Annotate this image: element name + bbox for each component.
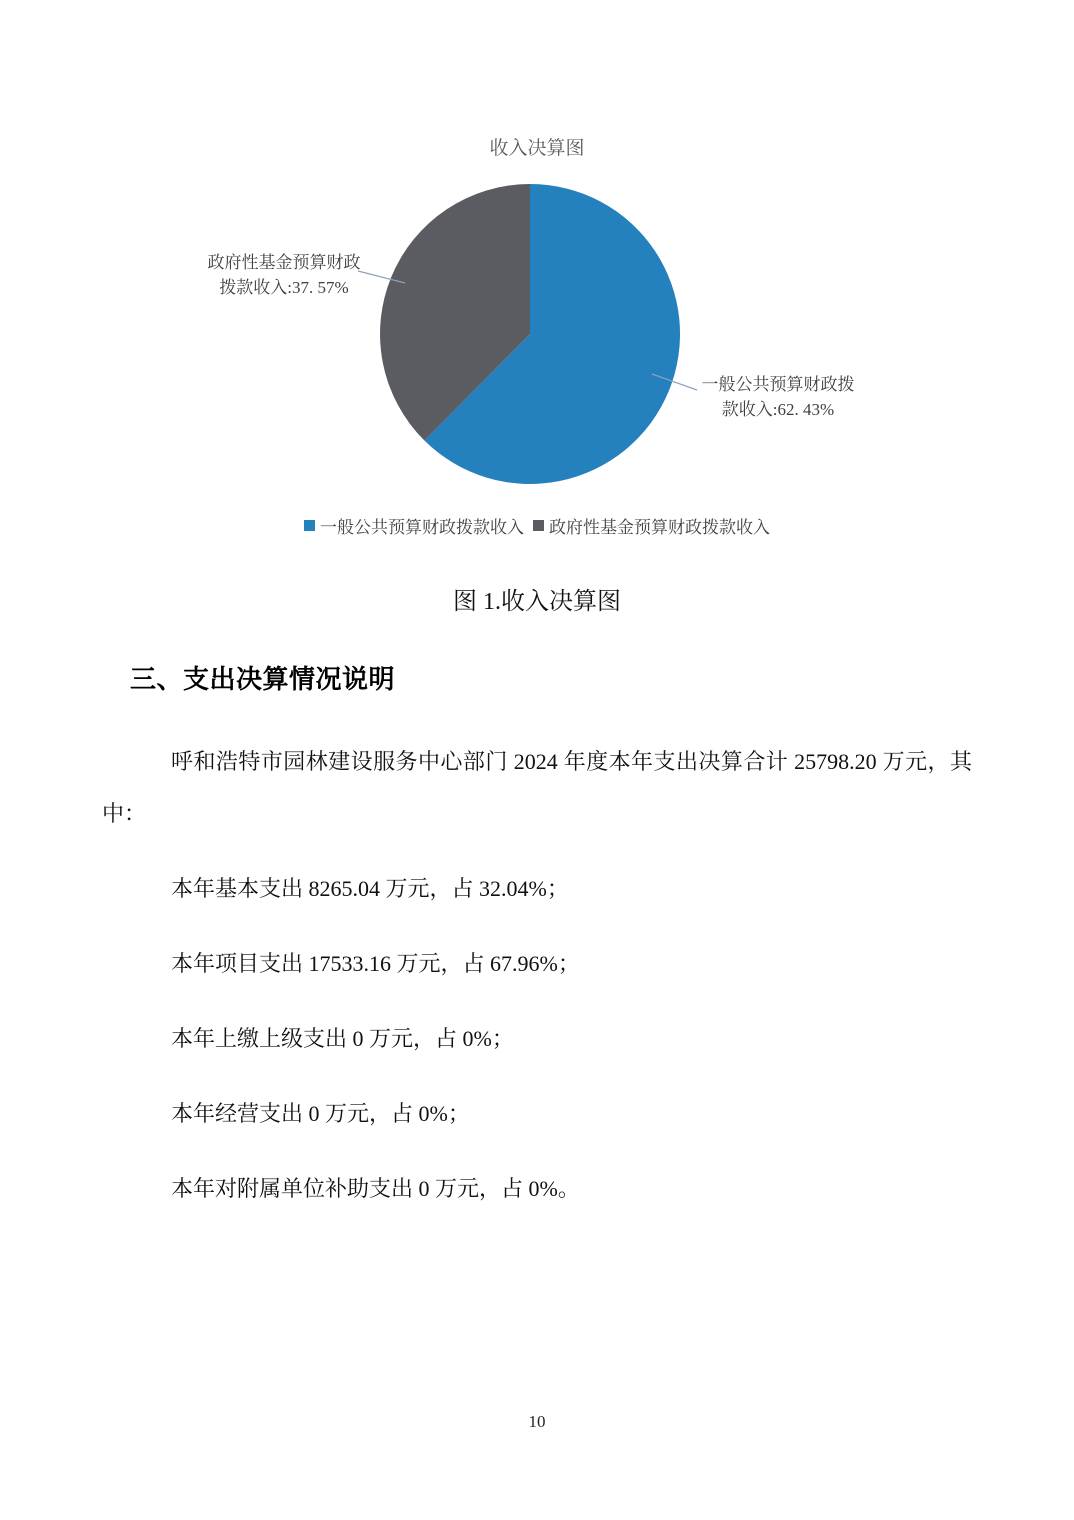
- legend-swatch-blue: [304, 520, 315, 531]
- page-number: 10: [528, 1412, 546, 1431]
- income-pie-chart: [180, 140, 900, 540]
- body-text: [102, 736, 972, 1238]
- section-heading: 三、支出决算情况说明: [130, 664, 396, 694]
- chart-title: 收入决算图: [489, 138, 585, 159]
- legend-item-general-public: [304, 513, 524, 538]
- body-paragraph-subsidy-expense: 本年对附属单位补助支出 0 万元，占 0%。: [171, 1176, 580, 1201]
- legend-swatch-gray-icon: [533, 520, 544, 531]
- body-paragraph-project-expense: 本年项目支出 17533.16 万元，占 67.96%；: [171, 951, 580, 976]
- legend-swatch-blue-icon: [304, 520, 315, 531]
- legend-item-government-fund: [533, 513, 770, 538]
- pie-callout-government-fund: 政府性基金预算财政拨款收入:37. 57%: [207, 253, 361, 297]
- legend-label-general-public: 一般公共预算财政拨款收入: [320, 518, 524, 537]
- body-paragraph-total: 呼和浩特市园林建设服务中心部门 2024 年度本年支出决算合计 25798.20 万元，其中：: [102, 749, 972, 826]
- pie-callout-general-public: 一般公共预算财政拨款收入:62. 43%: [701, 375, 855, 419]
- chart-legend: [0, 513, 1074, 538]
- figure-caption: 图 1.收入决算图: [453, 589, 621, 615]
- body-paragraph-operating-expense: 本年经营支出 0 万元，占 0%；: [171, 1101, 470, 1126]
- legend-swatch-gray: [533, 520, 544, 531]
- body-paragraph-basic-expense: 本年基本支出 8265.04 万元，占 32.04%；: [171, 876, 569, 901]
- legend-label-government-fund: 政府性基金预算财政拨款收入: [549, 518, 770, 537]
- body-paragraph-upper-level-expense: 本年上缴上级支出 0 万元，占 0%；: [171, 1026, 514, 1051]
